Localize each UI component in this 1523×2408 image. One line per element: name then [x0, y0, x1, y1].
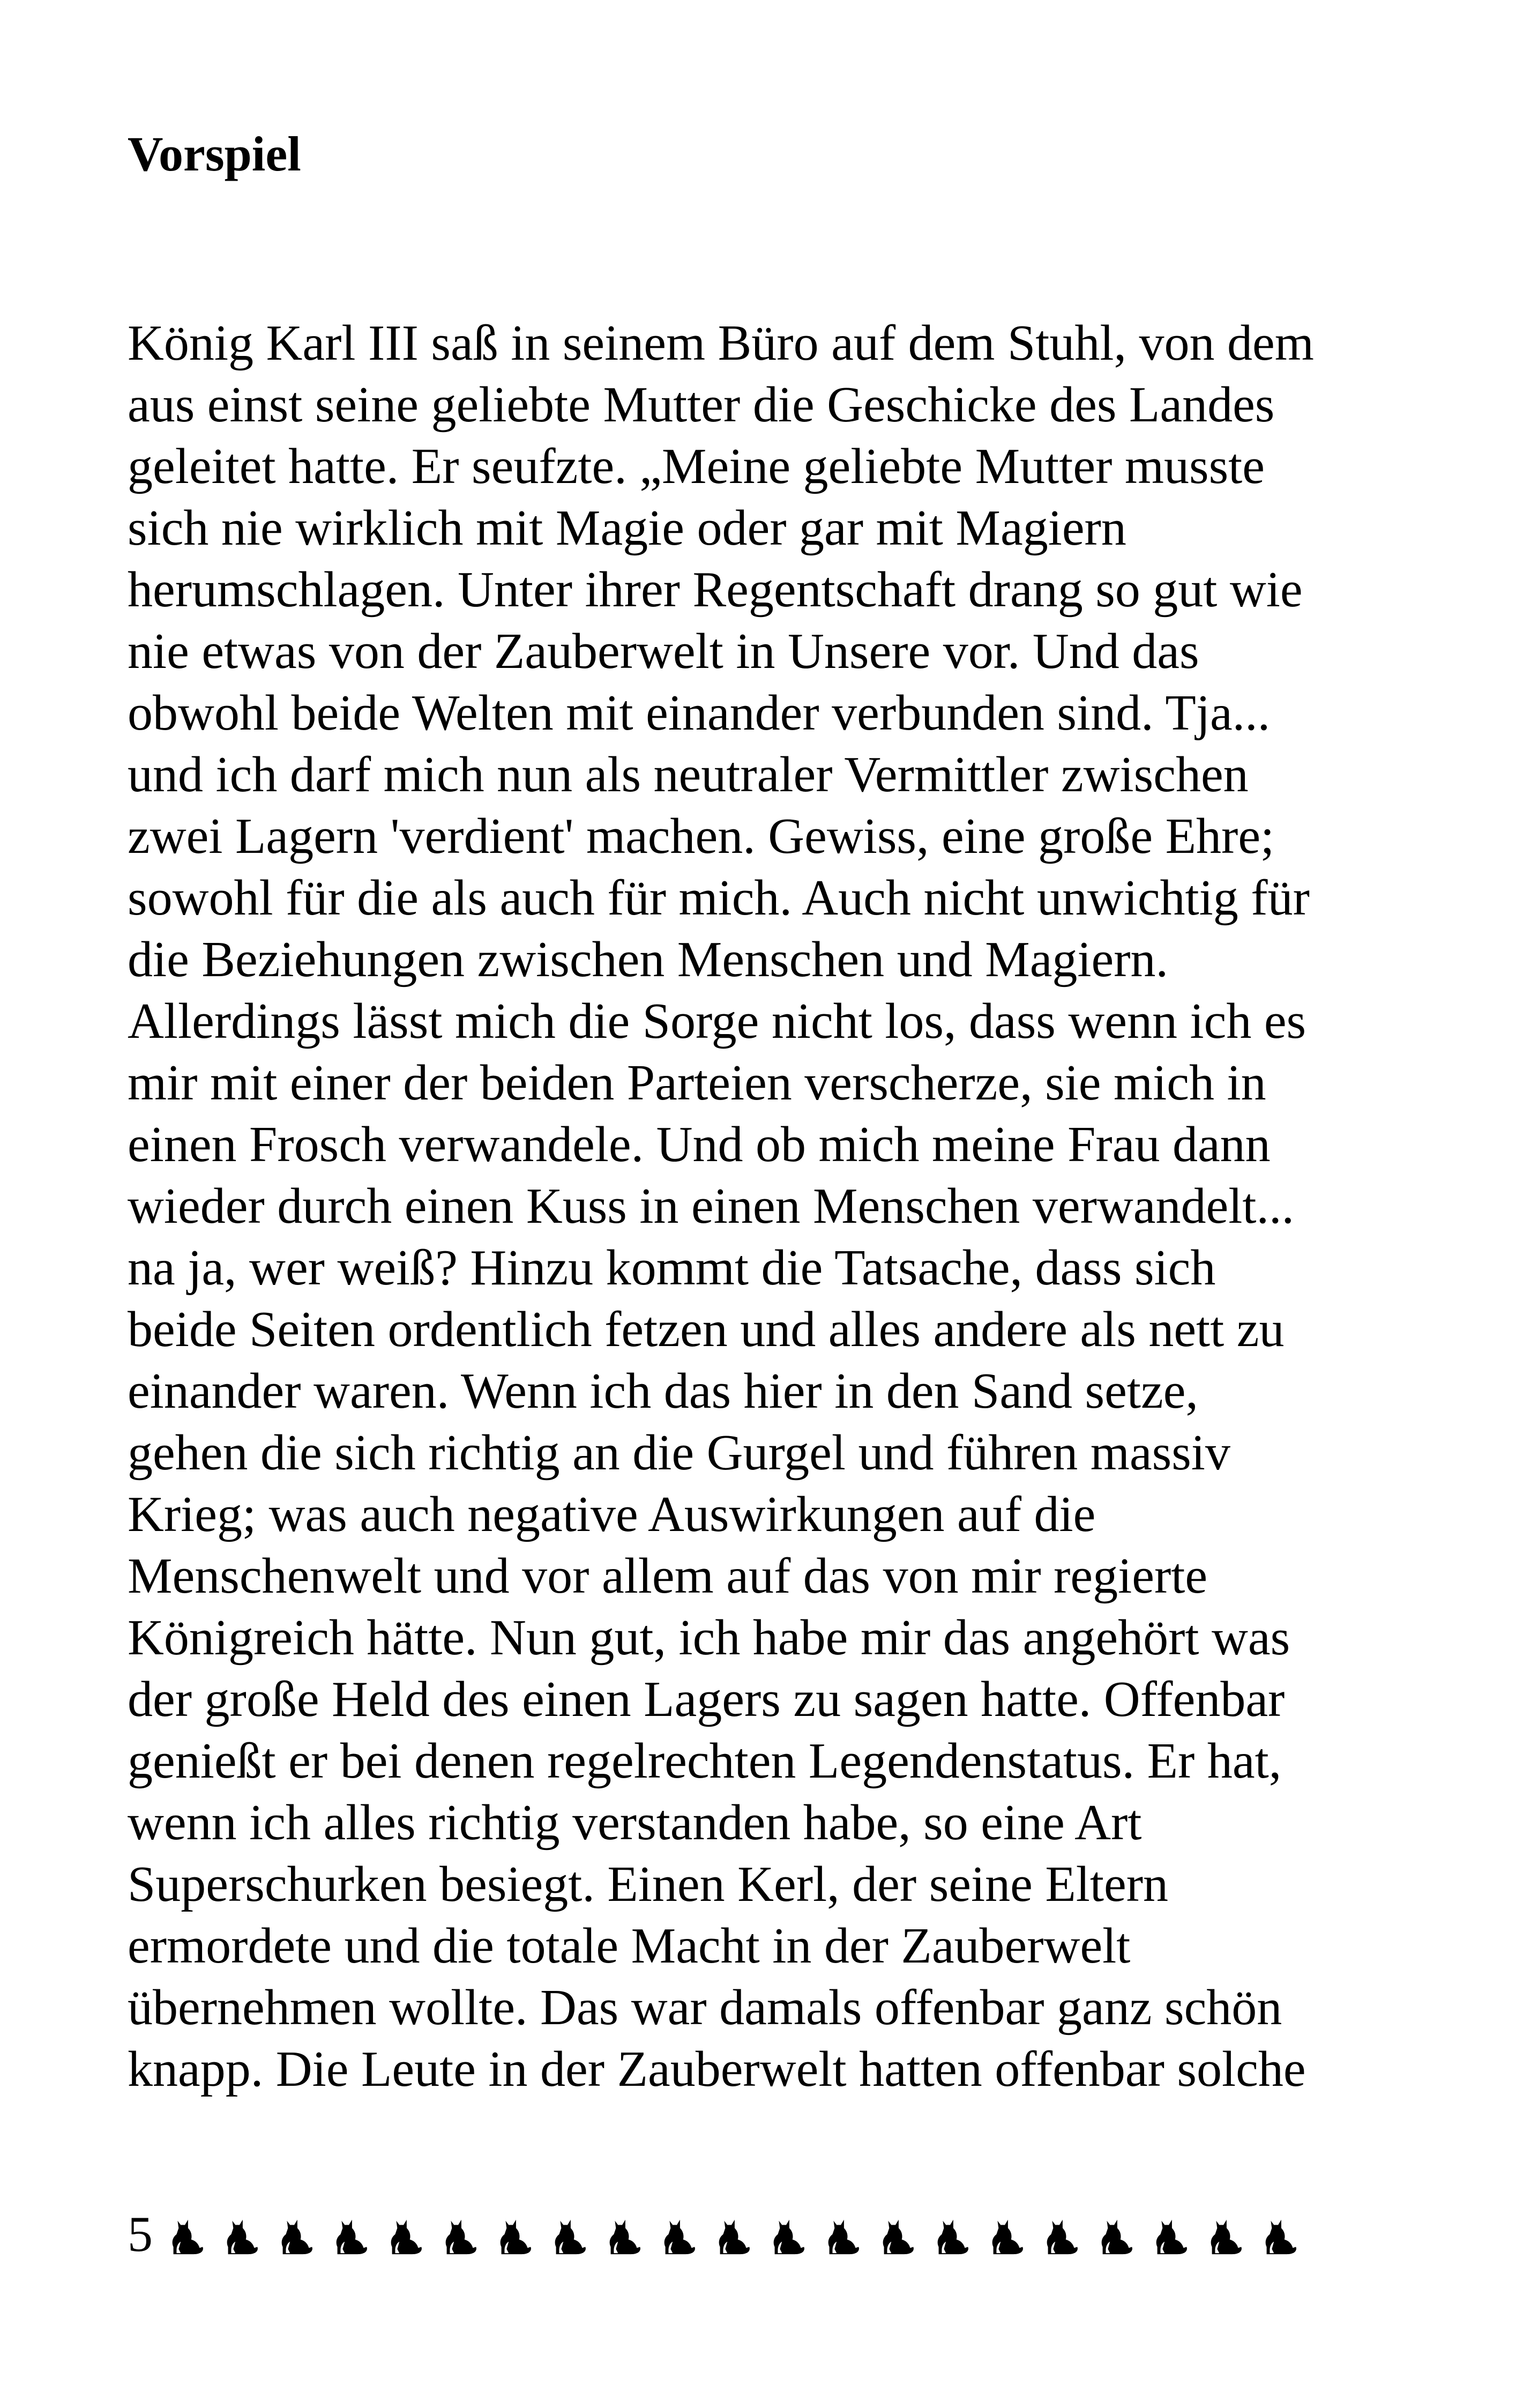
text-line: König Karl III saß in seinem Büro auf dem Stuhl, von dem	[128, 315, 1314, 371]
sitting-cat-icon	[165, 2214, 207, 2256]
text-line: Superschurken besiegt. Einen Kerl, der seine Eltern	[128, 1856, 1169, 1912]
text-line: die Beziehungen zwischen Menschen und Magiern.	[128, 932, 1169, 987]
chapter-paragraph	[128, 313, 1424, 2100]
text-line: übernehmen wollte. Das war damals offenbar ganz schön	[128, 1980, 1282, 2035]
sitting-cat-icon	[438, 2214, 481, 2256]
page-footer	[128, 2199, 1301, 2264]
sitting-cat-icon	[1258, 2214, 1301, 2256]
sitting-cat-icon	[1094, 2214, 1137, 2256]
text-line: herumschlagen. Unter ihrer Regentschaft drang so gut wie	[128, 562, 1303, 618]
text-line: na ja, wer weiß? Hinzu kommt die Tatsache, dass sich	[128, 1240, 1216, 1296]
text-line: genießt er bei denen regelrechten Legendenstatus. Er hat,	[128, 1733, 1282, 1789]
text-line: nie etwas von der Zauberwelt in Unsere vor. Und das	[128, 623, 1199, 679]
sitting-cat-icon	[1039, 2214, 1082, 2256]
chapter-heading: Vorspiel	[128, 127, 301, 181]
text-line: Königreich hätte. Nun gut, ich habe mir das angehört was	[128, 1610, 1290, 1666]
sitting-cat-icon	[1203, 2214, 1246, 2256]
text-line: obwohl beide Welten mit einander verbunden sind. Tja...	[128, 685, 1271, 741]
text-line: der große Held des einen Lagers zu sagen hatte. Offenbar	[128, 1671, 1285, 1727]
sitting-cat-icon	[711, 2214, 754, 2256]
sitting-cat-icon	[656, 2214, 699, 2256]
sitting-cat-icon	[329, 2214, 371, 2256]
sitting-cat-icon	[766, 2214, 809, 2256]
sitting-cat-icon	[875, 2214, 918, 2256]
text-line: einen Frosch verwandele. Und ob mich meine Frau dann	[128, 1117, 1271, 1172]
sitting-cat-icon	[274, 2214, 317, 2256]
text-line: gehen die sich richtig an die Gurgel und führen massiv	[128, 1425, 1230, 1481]
sitting-cat-icon	[547, 2214, 590, 2256]
sitting-cat-icon	[984, 2214, 1027, 2256]
text-line: aus einst seine geliebte Mutter die Geschicke des Landes	[128, 377, 1275, 433]
sitting-cat-icon	[219, 2214, 262, 2256]
text-line: zwei Lagern 'verdient' machen. Gewiss, eine große Ehre;	[128, 808, 1275, 864]
text-line: und ich darf mich nun als neutraler Vermittler zwischen	[128, 747, 1249, 802]
text-line: sowohl für die als auch für mich. Auch nicht unwichtig für	[128, 870, 1310, 926]
text-line: mir mit einer der beiden Parteien verscherze, sie mich in	[128, 1055, 1266, 1111]
text-line: knapp. Die Leute in der Zauberwelt hatten offenbar solche	[128, 2041, 1306, 2097]
text-line: geleitet hatte. Er seufzte. „Meine geliebte Mutter musste	[128, 439, 1265, 494]
text-line: ermordete und die totale Macht in der Zauberwelt	[128, 1918, 1131, 1974]
text-line: Allerdings lässt mich die Sorge nicht los, dass wenn ich es	[128, 993, 1307, 1049]
text-line: Krieg; was auch negative Auswirkungen auf die	[128, 1487, 1096, 1542]
sitting-cat-icon	[383, 2214, 426, 2256]
text-line: einander waren. Wenn ich das hier in den Sand setze,	[128, 1363, 1198, 1419]
sitting-cat-icon	[602, 2214, 645, 2256]
sitting-cat-icon	[930, 2214, 973, 2256]
text-line: Menschenwelt und vor allem auf das von mir regierte	[128, 1548, 1208, 1604]
text-line: beide Seiten ordentlich fetzen und alles andere als nett zu	[128, 1302, 1285, 1357]
text-line: wieder durch einen Kuss in einen Menschen verwandelt...	[128, 1178, 1294, 1234]
sitting-cat-icon	[820, 2214, 863, 2256]
sitting-cat-icon	[1148, 2214, 1191, 2256]
sitting-cat-icon	[492, 2214, 535, 2256]
text-line: sich nie wirklich mit Magie oder gar mit Magiern	[128, 500, 1126, 556]
page-number: 5	[128, 2206, 153, 2262]
cat-ornament-row	[165, 2214, 1301, 2264]
text-line: wenn ich alles richtig verstanden habe, so eine Art	[128, 1795, 1142, 1850]
